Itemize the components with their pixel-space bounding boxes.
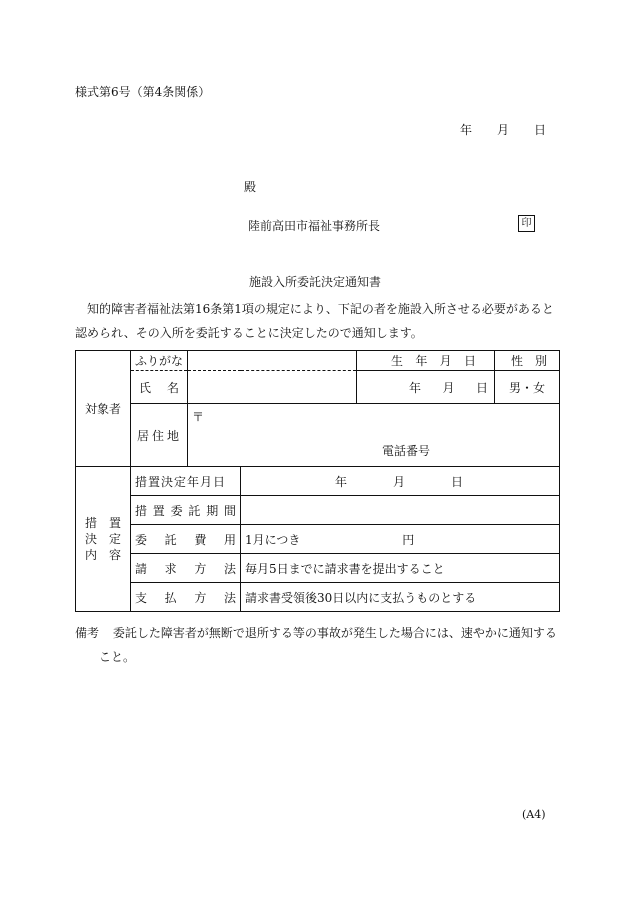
body-text: 知的障害者福祉法第16条第1項の規定により、下記の者を施設入所させる必要があると認められ、その入所を委託することに決定したので通知します。 xyxy=(75,302,554,340)
payment-label-4: 法 xyxy=(223,590,236,605)
remarks-text-line1: 委託した障害者が無断で退所する等の事故が発生した場合には、速やかに通知する xyxy=(112,626,557,640)
period-label-4: 託 xyxy=(188,503,201,518)
address-label-3: 地 xyxy=(166,428,179,443)
subject-section-label: 対象者 xyxy=(76,351,131,467)
birth-month: 月 xyxy=(442,380,455,395)
year-label: 年 xyxy=(460,123,473,137)
fee-label-4: 用 xyxy=(223,532,236,547)
sex-header-1: 性 xyxy=(511,354,524,368)
decision-label-2: 決 定 xyxy=(84,532,121,546)
payment-label xyxy=(131,583,241,612)
fee-label xyxy=(131,525,241,554)
name-label-2: 名 xyxy=(166,380,179,395)
day-label: 日 xyxy=(533,123,546,137)
remarks-text-line2: こと。 xyxy=(99,650,136,664)
billing-label-2: 求 xyxy=(164,561,177,576)
address-label-2: 住 xyxy=(151,428,164,443)
seal-mark: 印 xyxy=(518,215,535,232)
decision-date-label: 措置決定年月日 xyxy=(131,467,241,496)
address-field[interactable] xyxy=(188,404,560,467)
payment-label-1: 支 xyxy=(135,590,148,605)
decision-label-3: 内 容 xyxy=(84,548,121,562)
birth-date-header xyxy=(357,351,495,371)
name-label-1: 氏 xyxy=(139,380,152,395)
birth-header-2: 年 xyxy=(415,354,428,368)
form-number: 様式第6号（第4条関係） xyxy=(75,85,211,99)
billing-label xyxy=(131,554,241,583)
postal-mark: 〒 xyxy=(192,410,205,424)
sex-header-2: 別 xyxy=(534,354,547,368)
billing-value: 毎月5日までに請求書を提出すること xyxy=(241,554,560,583)
decision-year: 年 xyxy=(335,474,348,489)
decision-label-1: 措 置 xyxy=(84,516,121,530)
billing-label-4: 法 xyxy=(223,561,236,576)
birth-day: 日 xyxy=(475,380,488,395)
billing-label-1: 請 xyxy=(135,561,148,576)
period-label-5: 期 xyxy=(206,503,219,518)
furigana-field[interactable] xyxy=(188,351,357,371)
sex-header xyxy=(495,351,560,371)
period-label-3: 委 xyxy=(170,503,183,518)
decision-day: 日 xyxy=(450,474,463,489)
issuer-name: 陸前高田市福祉事務所長 xyxy=(248,219,381,233)
billing-label-3: 方 xyxy=(194,561,207,576)
decision-section-label xyxy=(76,467,131,612)
phone-label: 電話番号 xyxy=(382,444,431,458)
address-label-1: 居 xyxy=(137,428,150,443)
fee-label-2: 託 xyxy=(164,532,177,547)
address-label xyxy=(131,404,188,467)
paper-size: (A4) xyxy=(522,808,546,821)
fee-label-3: 費 xyxy=(194,532,207,547)
sex-field[interactable]: 男・女 xyxy=(495,371,560,404)
period-field[interactable] xyxy=(241,496,560,525)
name-field[interactable] xyxy=(188,371,357,404)
birth-header-4: 日 xyxy=(463,354,476,368)
birth-date-field[interactable] xyxy=(357,371,495,404)
recipient-suffix: 殿 xyxy=(244,180,257,194)
period-label-2: 置 xyxy=(152,503,165,518)
payment-value: 請求書受領後30日以内に支払うものとする xyxy=(241,583,560,612)
period-label-1: 措 xyxy=(135,503,148,518)
remarks xyxy=(75,621,558,669)
fee-label-1: 委 xyxy=(135,532,148,547)
payment-label-3: 方 xyxy=(194,590,207,605)
fee-unit: 円 xyxy=(402,532,415,547)
period-label-6: 間 xyxy=(223,503,236,518)
furigana-label: ふりがな xyxy=(131,351,188,371)
month-label: 月 xyxy=(496,123,509,137)
issue-date xyxy=(460,121,546,138)
birth-header-1: 生 xyxy=(391,354,404,368)
document-title: 施設入所委託決定通知書 xyxy=(248,275,381,289)
remarks-label: 備考 xyxy=(75,626,100,640)
decision-date-field[interactable] xyxy=(241,467,560,496)
notice-table xyxy=(75,350,560,612)
period-label xyxy=(131,496,241,525)
payment-label-2: 払 xyxy=(164,590,177,605)
fee-field[interactable] xyxy=(241,525,560,554)
birth-header-3: 月 xyxy=(439,354,452,368)
name-label xyxy=(131,371,188,404)
birth-year: 年 xyxy=(409,380,422,395)
decision-month: 月 xyxy=(392,474,405,489)
fee-value: 1月につき xyxy=(245,532,301,547)
